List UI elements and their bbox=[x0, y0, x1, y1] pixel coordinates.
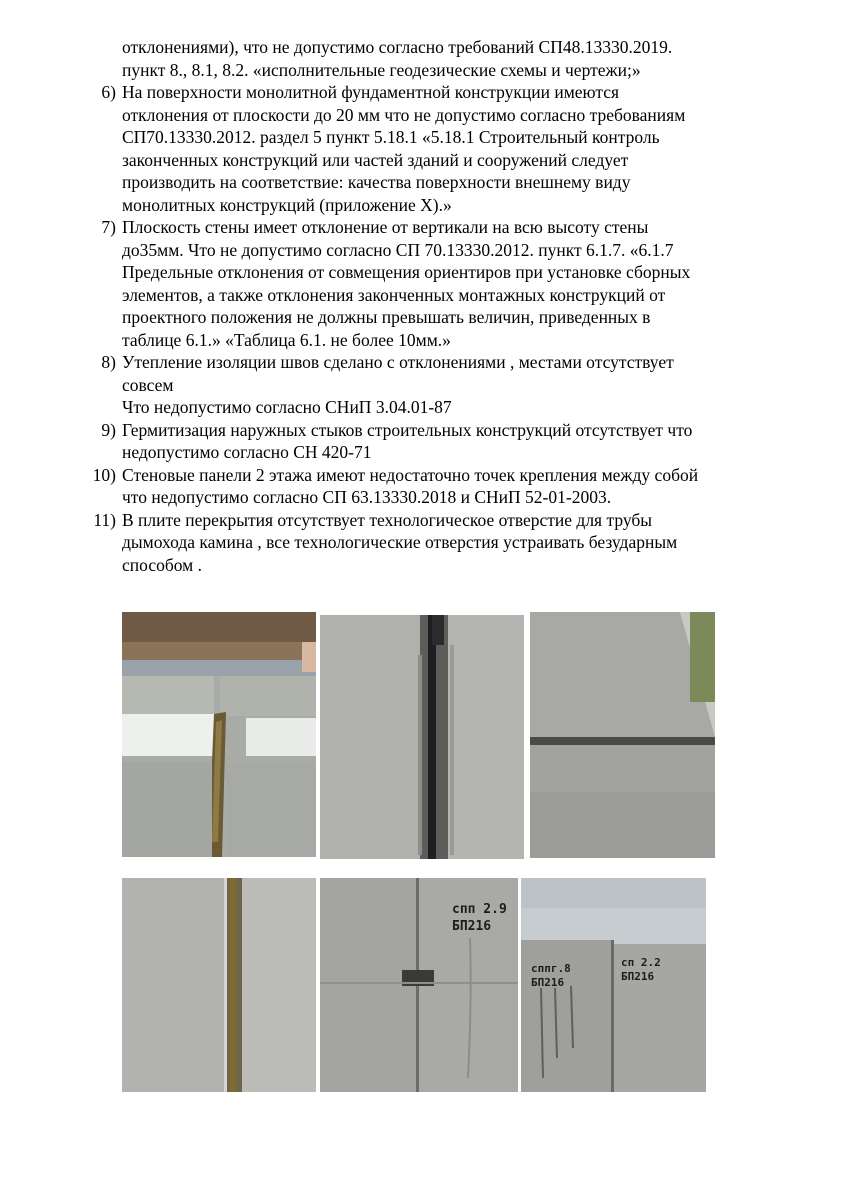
document-text bbox=[88, 36, 788, 576]
item-line: отклонения от плоскости до 20 мм что не допустимо согласно требованиям bbox=[122, 104, 686, 125]
item-line: Стеновые панели 2 этажа имеют недостаточно точек крепления между собой bbox=[122, 464, 699, 485]
photo-slab-edge bbox=[530, 612, 715, 858]
item-line: до35мм. Что не допустимо согласно СП 70.13330.2012. пункт 6.1.7. «6.1.7 bbox=[122, 239, 674, 260]
list-item bbox=[88, 216, 788, 351]
photo-panel-joint bbox=[122, 878, 316, 1092]
item-line: СП70.13330.2012. раздел 5 пункт 5.18.1 «5.18.1 Строительный контроль bbox=[122, 127, 660, 147]
photo-vertical-joint-closeup bbox=[320, 615, 524, 859]
marking-text: БП216 bbox=[621, 970, 655, 983]
marking-text: сппг.8 bbox=[531, 962, 571, 975]
photo-panels-sky bbox=[521, 878, 706, 1092]
item-line: способом . bbox=[122, 554, 202, 575]
item-line: дымохода камина , все технологические отверстия устраивать безударным bbox=[122, 532, 678, 552]
list-item bbox=[88, 509, 788, 577]
item-line: проектного положения не должны превышать величин, приведенных в bbox=[122, 307, 651, 327]
item-number: 6) bbox=[101, 82, 116, 102]
item-line: совсем bbox=[122, 374, 174, 395]
item-line: Гермитизация наружных стыков строительных конструкций отсутствует что bbox=[122, 419, 693, 440]
item-line: Что недопустимо согласно СНиП 3.04.01-87 bbox=[122, 397, 452, 417]
item-line: законченных конструкций или частей зданий и сооружений следует bbox=[122, 149, 629, 170]
list-item bbox=[88, 419, 788, 464]
photo-wall-joint-insulation bbox=[122, 612, 316, 857]
item-line: Утепление изоляции швов сделано с отклонениями , местами отсутствует bbox=[122, 352, 674, 372]
item-line: В плите перекрытия отсутствует технологическое отверстие для трубы bbox=[122, 509, 653, 530]
item-number: 8) bbox=[101, 352, 116, 372]
item-line: производить на соответствие: качества поверхности внешнему виду bbox=[122, 172, 631, 192]
item-line: что недопустимо согласно СП 63.13330.2018 и СНиП 52-01-2003. bbox=[122, 487, 612, 507]
item-line: элементов, а также отклонения законченных монтажных конструкций от bbox=[122, 284, 666, 305]
list-item bbox=[88, 464, 788, 509]
intro-line: отклонениями), что не допустимо согласно требований СП48.13330.2019. bbox=[122, 37, 673, 57]
item-line: Плоскость стены имеет отклонение от вертикали на всю высоту стены bbox=[122, 217, 649, 237]
item-number: 7) bbox=[101, 217, 116, 237]
photo-panel-marking bbox=[320, 878, 518, 1092]
intro-line: пункт 8., 8.1, 8.2. «исполнительные геодезические схемы и чертежи;» bbox=[122, 59, 641, 80]
marking-text: БП216 bbox=[531, 976, 565, 989]
item-line: монолитных конструкций (приложение Х).» bbox=[122, 194, 452, 215]
item-number: 9) bbox=[101, 419, 116, 440]
marking-text: БП216 bbox=[452, 919, 492, 934]
item-number: 10) bbox=[92, 464, 116, 485]
item-line: На поверхности монолитной фундаментной конструкции имеются bbox=[122, 82, 620, 102]
item-line: таблице 6.1.» «Таблица 6.1. не более 10мм.» bbox=[122, 329, 451, 350]
item-line: Предельные отклонения от совмещения ориентиров при установке сборных bbox=[122, 262, 691, 282]
list-item bbox=[88, 351, 788, 419]
marking-text: спп 2.9 bbox=[452, 902, 507, 917]
item-line: недопустимо согласно СН 420-71 bbox=[122, 442, 372, 462]
list-item bbox=[88, 81, 788, 216]
marking-text: сп 2.2 bbox=[621, 956, 661, 969]
item-number: 11) bbox=[93, 509, 116, 530]
